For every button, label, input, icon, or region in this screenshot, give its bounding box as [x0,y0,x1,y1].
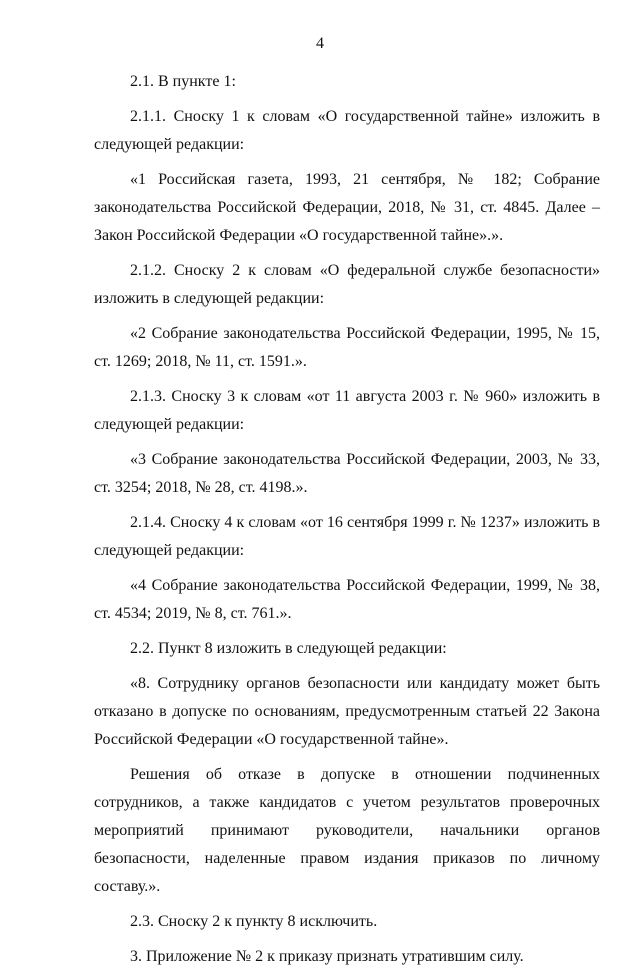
paragraph-2-1: 2.1. В пункте 1: [130,73,236,90]
page-number: 4 [316,35,324,52]
footnote-1-text: «1 Российская газета, 1993, 21 сентября, № 182; Собрание законодательства Российской Федерации, 2018, № 31, ст. 4845. Далее – Закон Российской Федерации «О государственной тайне».». [94,171,600,244]
footnote-4-text: «4 Собрание законодательства Российской Федерации, 1999, № 38, ст. 4534; 2019, № 8, ст. 761.». [94,577,600,622]
document-body [94,68,600,978]
paragraph-2-3: 2.3. Сноску 2 к пункту 8 исключить. [130,913,378,930]
footnote-2-text: «2 Собрание законодательства Российской Федерации, 1995, № 15, ст. 1269; 2018, № 11, ст. 1591.». [94,325,600,370]
paragraph-2-2: 2.2. Пункт 8 изложить в следующей редакции: [130,640,447,657]
footnote-3-text: «3 Собрание законодательства Российской Федерации, 2003, № 33, ст. 3254; 2018, № 28, ст. 4198.». [94,451,600,496]
paragraph-2-1-4: 2.1.4. Сноску 4 к словам «от 16 сентября 1999 г. № 1237» изложить в следующей редакции: [94,514,600,559]
refusal-decisions-text: Решения об отказе в допуске в отношении подчиненных сотрудников, а также кандидатов с учетом результатов проверочных мероприятий принимают руководители, начальники органов безопасности, наделенные правом издания приказов по личному составу.». [94,766,600,895]
paragraph-3: 3. Приложение № 2 к приказу признать утратившим силу. [130,948,524,965]
paragraph-2-1-2: 2.1.2. Сноску 2 к словам «О федеральной службе безопасности» изложить в следующей редакции: [94,262,600,307]
paragraph-2-1-1: 2.1.1. Сноску 1 к словам «О государственной тайне» изложить в следующей редакции: [94,108,600,153]
point-8-text: «8. Сотруднику органов безопасности или кандидату может быть отказано в допуске по основаниям, предусмотренным статьей 22 Закона Российской Федерации «О государственной тайне». [94,675,600,748]
paragraph-2-1-3: 2.1.3. Сноску 3 к словам «от 11 августа 2003 г. № 960» изложить в следующей редакции: [94,388,600,433]
